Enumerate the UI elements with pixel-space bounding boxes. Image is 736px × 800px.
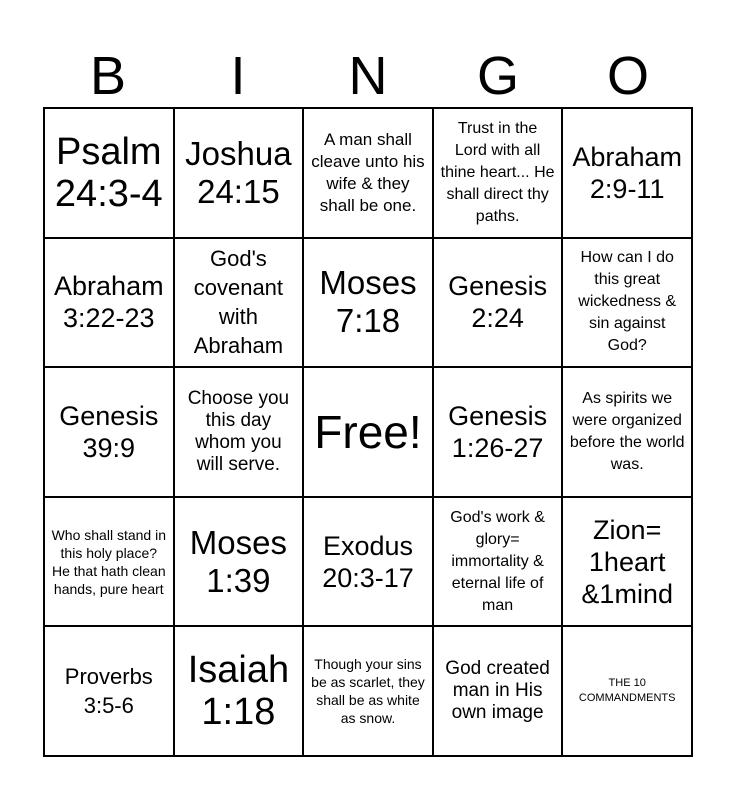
bingo-cell[interactable] <box>44 238 174 368</box>
bingo-cell[interactable] <box>174 108 304 238</box>
bingo-cell[interactable] <box>562 626 692 756</box>
bingo-cell[interactable] <box>44 626 174 756</box>
header-letter-o: O <box>606 46 649 106</box>
bingo-cell[interactable] <box>562 238 692 368</box>
bingo-cell[interactable] <box>433 497 563 627</box>
bingo-cell[interactable] <box>433 238 563 368</box>
cell-text: God's covenant with Abraham <box>193 246 284 359</box>
cell-text: God created man in His own image <box>445 658 550 724</box>
bingo-cell[interactable] <box>303 497 433 627</box>
free-space-cell[interactable] <box>303 367 433 497</box>
cell-text: Joshua 24:15 <box>185 134 292 210</box>
cell-text: A man shall cleave unto his wife & they shall be one. <box>311 129 425 215</box>
bingo-cell[interactable] <box>433 367 563 497</box>
bingo-cell[interactable] <box>44 497 174 627</box>
header-letter-b: B <box>89 46 127 106</box>
bingo-cell[interactable] <box>433 626 563 756</box>
header-letter-g: G <box>476 46 519 106</box>
cell-text: Who shall stand in this holy place? He that hath clean hands, pure heart <box>51 526 166 597</box>
bingo-cell[interactable] <box>44 108 174 238</box>
bingo-cell[interactable] <box>562 108 692 238</box>
cell-text: Zion= 1heart &1mind <box>581 514 673 609</box>
cell-text: Genesis 1:26-27 <box>448 400 548 463</box>
bingo-cell[interactable] <box>174 367 304 497</box>
bingo-cell[interactable] <box>174 497 304 627</box>
cell-text: Though your sins be as scarlet, they shall be as white as snow. <box>311 656 425 727</box>
cell-text: Choose you this day whom you will serve. <box>187 387 290 475</box>
bingo-cell[interactable] <box>174 626 304 756</box>
bingo-cell[interactable] <box>303 108 433 238</box>
header-letter-n: N <box>348 46 388 106</box>
bingo-cell[interactable] <box>562 367 692 497</box>
bingo-cell[interactable] <box>303 626 433 756</box>
cell-text: Abraham 2:9-11 <box>572 141 682 204</box>
cell-text: Proverbs 3:5-6 <box>64 664 153 719</box>
bingo-card-grid <box>43 107 693 757</box>
cell-text: Trust in the Lord with all thine heart... He shall direct thy paths. <box>440 119 555 225</box>
cell-text: Psalm 24:3-4 <box>54 130 163 215</box>
bingo-cell[interactable] <box>562 497 692 627</box>
cell-text: Abraham 3:22-23 <box>54 271 164 334</box>
bingo-cell[interactable] <box>44 367 174 497</box>
cell-text: THE 10 COMMANDMENTS <box>578 677 676 705</box>
cell-text: Moses 7:18 <box>319 264 417 340</box>
cell-text: Exodus 20:3-17 <box>322 530 414 593</box>
header-letter-i: I <box>230 46 246 106</box>
bingo-cell[interactable] <box>174 238 304 368</box>
bingo-cell[interactable] <box>303 238 433 368</box>
free-space-text: Free! <box>314 405 422 458</box>
cell-text: How can I do this great wickedness & sin against God? <box>578 249 677 355</box>
cell-text: As spirits we were organized before the world was. <box>569 389 685 473</box>
cell-text: God's work & glory= immortality & eternal life of man <box>450 508 545 614</box>
cell-text: Isaiah 1:18 <box>187 649 290 734</box>
cell-text: Moses 1:39 <box>189 523 287 599</box>
cell-text: Genesis 2:24 <box>448 271 548 334</box>
bingo-cell[interactable] <box>433 108 563 238</box>
bingo-header <box>43 44 693 108</box>
cell-text: Genesis 39:9 <box>59 400 159 463</box>
